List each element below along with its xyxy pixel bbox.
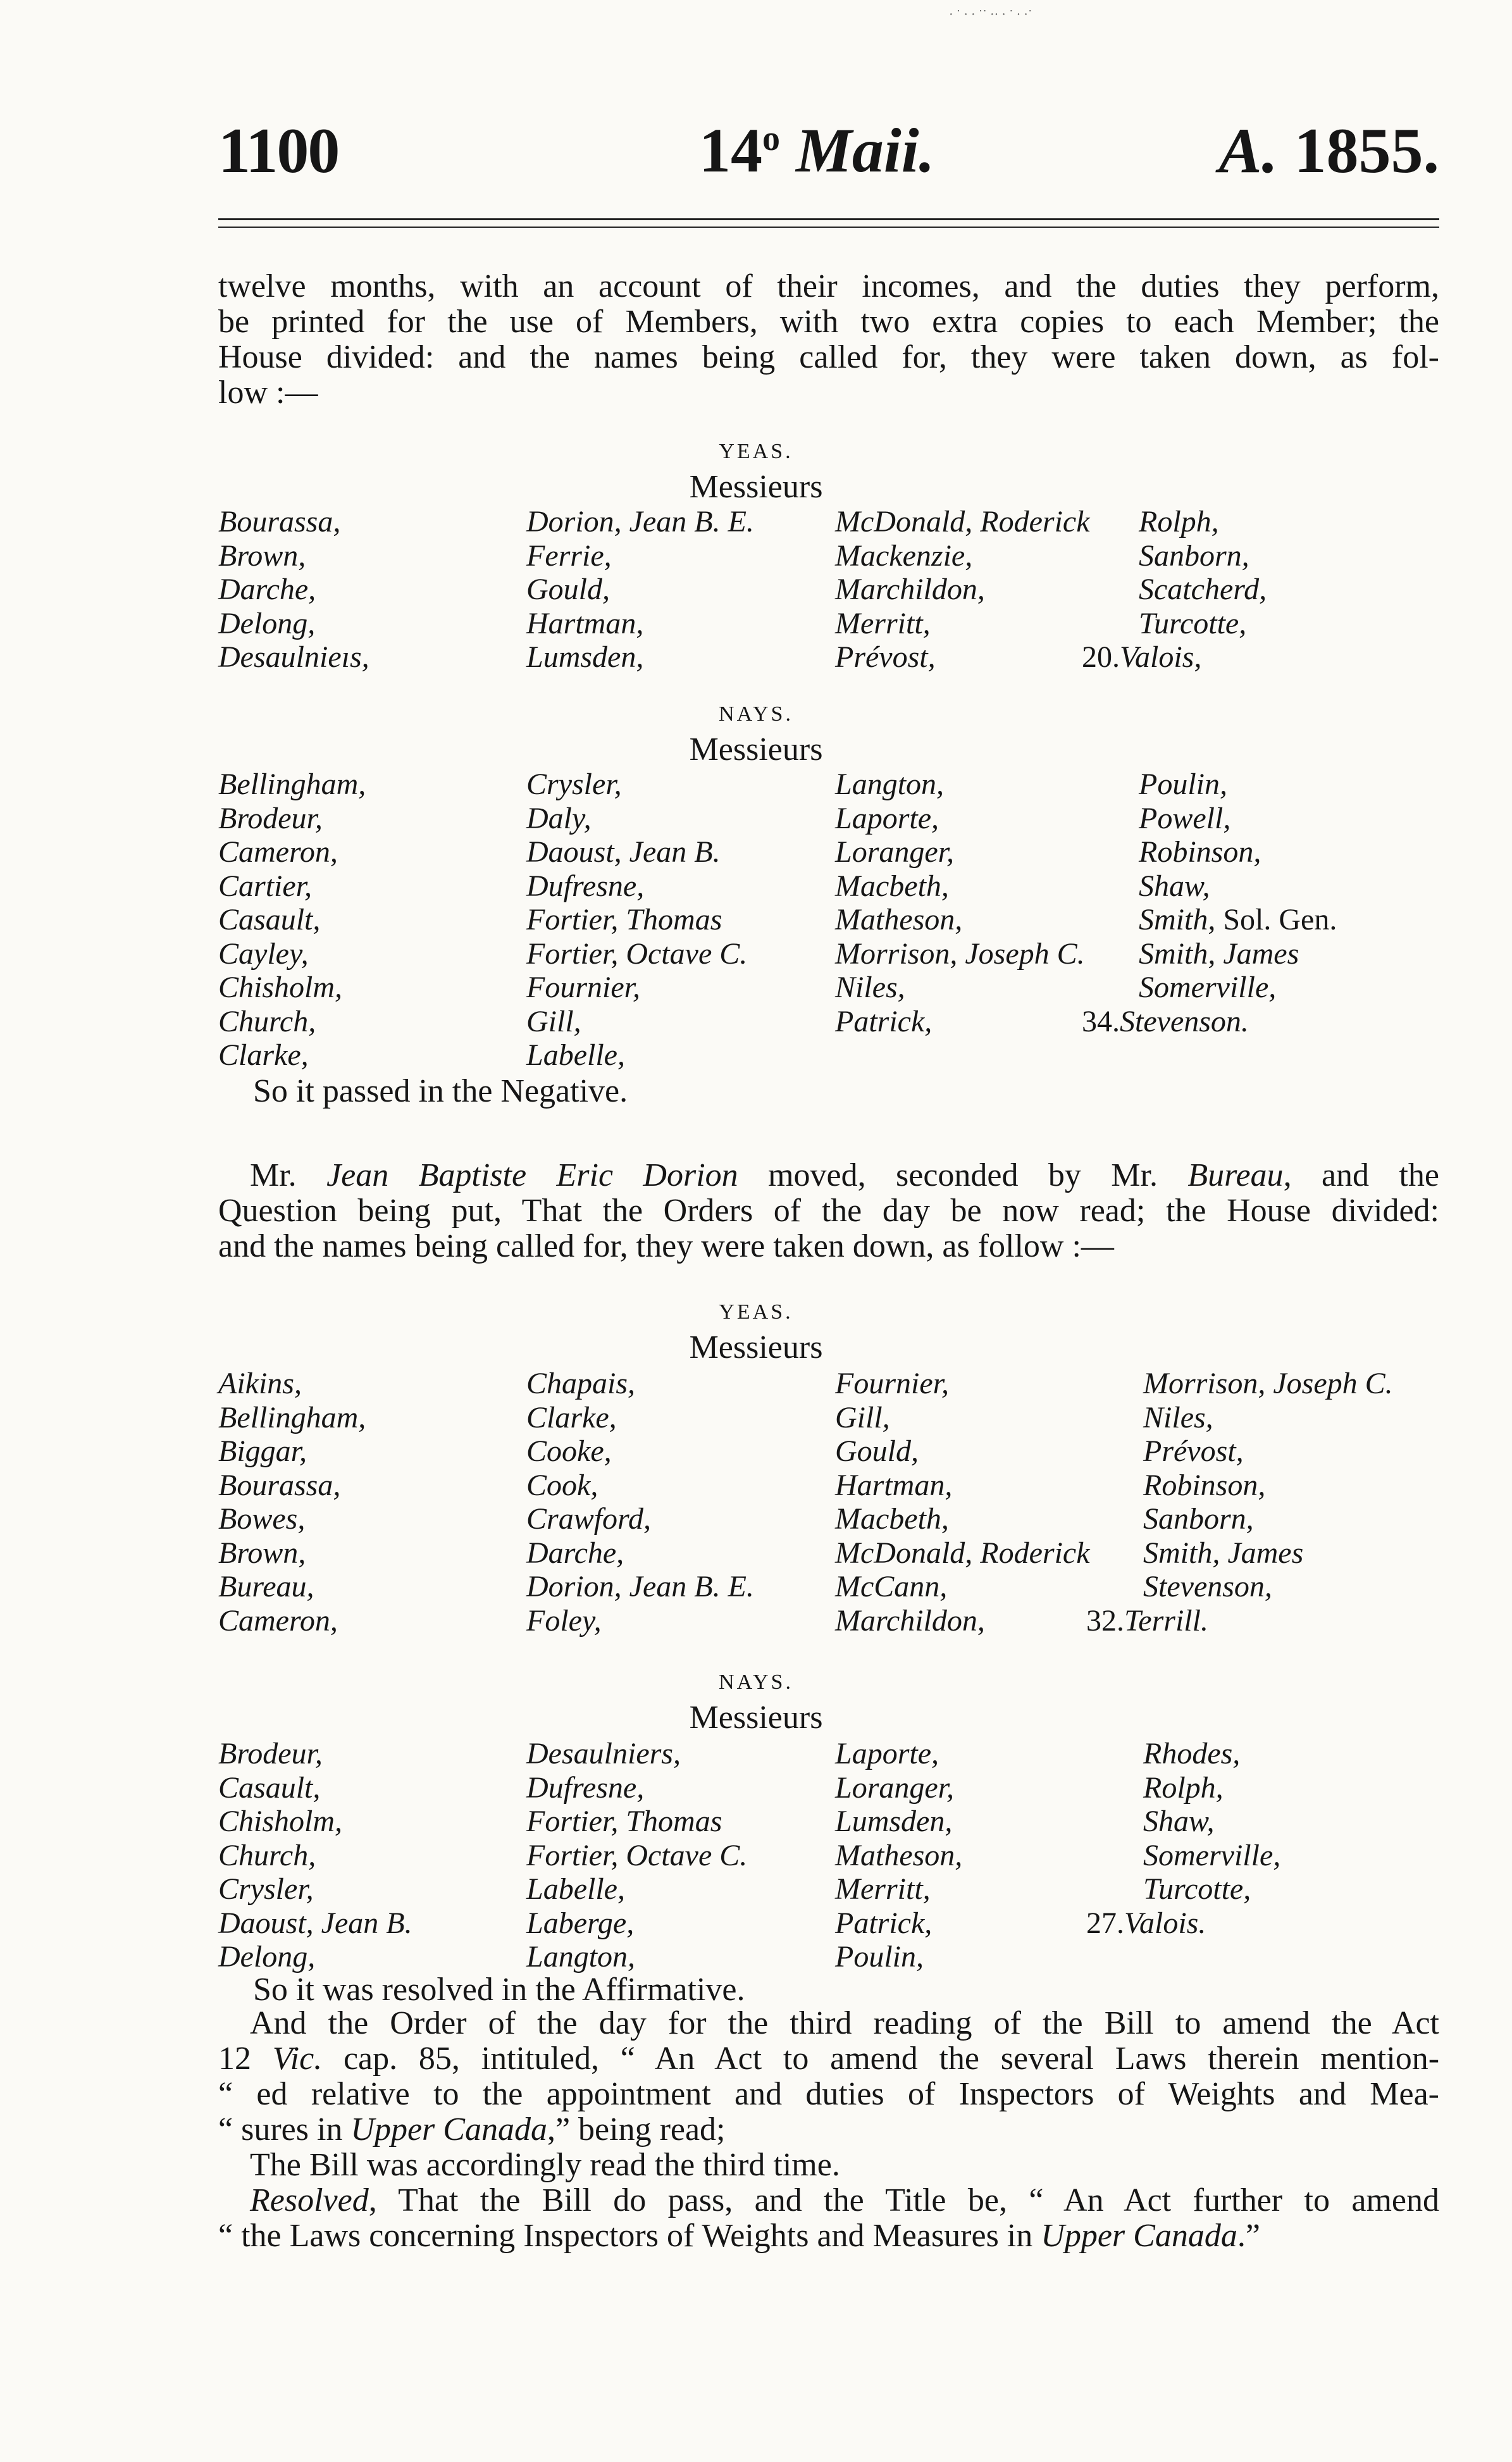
member-name — [526, 1038, 747, 1072]
member-name — [218, 640, 369, 675]
member-name — [526, 539, 754, 573]
member-name-text: Gill, — [835, 1400, 890, 1434]
member-name-text: Patrick, — [835, 1004, 933, 1038]
member-name-text: Cartier, — [218, 869, 313, 903]
member-name — [835, 802, 1085, 836]
member-name — [218, 802, 366, 836]
member-name-text: Robinson, — [1143, 1468, 1266, 1502]
text-line — [218, 2183, 1439, 2218]
member-name-text: Hartman, — [835, 1468, 953, 1502]
member-name-text: Langton, — [835, 768, 945, 801]
member-name — [1143, 1401, 1393, 1435]
member-name — [218, 1038, 366, 1072]
member-name-text: Chapais, — [526, 1367, 636, 1400]
member-name — [526, 1401, 754, 1435]
date-day: 14 — [699, 115, 762, 185]
member-name-text: Valois. — [1124, 1906, 1206, 1940]
member-name-text: Clarke, — [218, 1038, 309, 1072]
text-segment: Upper Canada — [350, 2111, 547, 2148]
member-name-text: Bellingham, — [218, 1400, 366, 1434]
member-name-text: Chisholm, — [218, 1805, 343, 1838]
intro-line: House divided: and the names being called for, they were taken down, as fol- — [218, 339, 1439, 375]
member-name-text: Matheson, — [835, 903, 963, 936]
text-segment: Upper Canada — [1041, 2218, 1237, 2254]
member-name-text: Cameron, — [218, 1603, 338, 1638]
member-name-text: Powell, — [1139, 801, 1231, 835]
member-name-text: Brodeur, — [218, 801, 323, 835]
date-sup: o — [762, 119, 780, 158]
member-name — [526, 802, 747, 836]
member-name — [526, 1570, 754, 1604]
member-name — [218, 835, 366, 869]
member-name-text: McDonald, Roderick — [835, 505, 1090, 538]
closing-paragraph — [218, 2006, 1439, 2254]
member-name — [835, 1737, 962, 1771]
member-name — [835, 1502, 1090, 1536]
text-segment: 12 — [218, 2041, 273, 2077]
member-name — [835, 1771, 962, 1805]
member-name — [835, 1906, 962, 1941]
member-name — [1139, 802, 1337, 836]
member-name — [835, 539, 1090, 573]
member-name — [835, 971, 1085, 1005]
member-name-text: Fortier, Octave C. — [526, 936, 748, 971]
member-name — [526, 903, 747, 937]
member-name-text: Bowes, — [218, 1502, 306, 1536]
member-name — [1139, 937, 1337, 971]
division1-result: So it passed in the Negative. — [253, 1073, 628, 1109]
member-name — [218, 768, 366, 802]
member-name-text: Macbeth, — [835, 869, 949, 903]
member-name — [218, 1940, 412, 1974]
member-name — [526, 1469, 754, 1503]
member-name-text: Fournier, — [835, 1367, 949, 1400]
member-name-text: Labelle, — [526, 1038, 625, 1072]
member-name — [1082, 1004, 1337, 1039]
division-count: 32. — [1086, 1603, 1124, 1638]
member-name-text: Brown, — [218, 538, 306, 573]
member-name-text: Rolph, — [1143, 1770, 1224, 1805]
member-name-text: Macbeth, — [835, 1502, 949, 1536]
member-name-text: Hartman, — [526, 606, 644, 640]
division2-nays-label: NAYS. — [719, 1670, 793, 1694]
member-name-text: Chisholm, — [218, 971, 343, 1004]
member-name — [1139, 835, 1337, 869]
member-name — [526, 1434, 754, 1469]
member-name — [218, 1906, 412, 1941]
member-name-text: Aikins, — [218, 1367, 302, 1400]
member-name — [526, 835, 747, 869]
member-name — [218, 903, 366, 937]
member-name — [526, 573, 754, 607]
member-name-text: Fortier, Thomas — [526, 903, 722, 936]
member-name-text: Desaulniers, — [526, 1737, 681, 1770]
text-line — [218, 2077, 1439, 2112]
member-name — [835, 937, 1085, 971]
member-name-text: Rhodes, — [1143, 1737, 1241, 1770]
member-name-text: Darche, — [526, 1536, 624, 1570]
member-name — [526, 1536, 754, 1570]
member-name — [526, 1805, 747, 1839]
member-name-text: Lumsden, — [526, 640, 644, 674]
member-name-text: Langton, — [526, 1940, 636, 1974]
member-name — [1143, 1367, 1393, 1401]
member-name-text: Cook, — [526, 1468, 598, 1502]
member-name — [526, 640, 754, 675]
member-name — [835, 1570, 1090, 1604]
member-name — [526, 937, 747, 971]
member-name-text: Rolph, — [1139, 505, 1219, 538]
text-segment: , and the — [1283, 1157, 1439, 1193]
member-name — [1143, 1570, 1393, 1604]
member-name — [835, 1940, 962, 1974]
member-name-text: Shaw, — [1139, 869, 1210, 903]
member-name-text: Church, — [218, 1838, 316, 1872]
member-name — [526, 505, 754, 539]
division2-yeas-label: YEAS. — [719, 1300, 793, 1324]
member-name-text: Delong, — [218, 606, 316, 640]
text-segment: cap. 85, intituled, “ An Act to amend the several Laws therein mention- — [322, 2041, 1440, 2077]
member-name — [526, 1502, 754, 1536]
member-name-text: Stevenson, — [1143, 1570, 1272, 1603]
member-name — [526, 1839, 747, 1873]
text-segment: Jean Baptiste Eric Dorion — [326, 1157, 738, 1193]
member-name — [835, 1005, 1085, 1039]
member-name — [218, 539, 369, 573]
member-name — [218, 505, 369, 539]
text-line — [218, 1229, 1439, 1264]
member-office: Sol. Gen. — [1215, 903, 1337, 936]
intro-line: be printed for the use of Members, with two extra copies to each Member; the — [218, 304, 1439, 340]
member-name-text: Prévost, — [1143, 1434, 1244, 1468]
header-rule-top — [218, 218, 1439, 220]
member-name-text: Cameron, — [218, 835, 338, 869]
text-line — [218, 1158, 1439, 1193]
member-name-text: Biggar, — [218, 1434, 307, 1468]
member-name-text: Niles, — [1143, 1400, 1213, 1434]
member-name — [218, 1839, 412, 1873]
member-name — [526, 1872, 747, 1906]
text-segment: “ ed relative to the appointment and duties of Inspectors of Weights and Mea- — [218, 2076, 1439, 2112]
member-name — [1086, 1603, 1393, 1638]
member-name-text: Crysler, — [218, 1872, 314, 1906]
member-name — [218, 937, 366, 971]
member-name — [1139, 573, 1267, 607]
member-name-text: Scatcherd, — [1139, 573, 1267, 606]
member-name — [1086, 1906, 1280, 1941]
member-name-text: Dufresne, — [526, 869, 645, 903]
member-name-text: Gould, — [526, 573, 610, 606]
member-name-text: Dorion, Jean B. E. — [526, 1570, 754, 1603]
member-name — [1143, 1771, 1280, 1805]
member-name — [1143, 1469, 1393, 1503]
member-name-text: Sanborn, — [1143, 1502, 1254, 1536]
member-name — [218, 1469, 366, 1503]
member-name — [526, 1737, 747, 1771]
member-name — [835, 1469, 1090, 1503]
text-segment: Bureau — [1187, 1157, 1284, 1193]
member-name — [218, 1570, 366, 1604]
member-name — [526, 1604, 754, 1638]
member-name — [218, 1771, 412, 1805]
member-name-text: Merritt, — [835, 1872, 931, 1906]
member-name — [1143, 1872, 1280, 1906]
member-name-text: Poulin, — [1139, 768, 1227, 801]
division-count: 34. — [1082, 1004, 1120, 1038]
member-name — [526, 1367, 754, 1401]
member-name — [835, 640, 1090, 675]
member-name-text: Valois, — [1120, 640, 1202, 674]
member-name-text: Morrison, Joseph C. — [1143, 1367, 1393, 1400]
member-name-text: Crysler, — [526, 768, 622, 801]
member-name-text: Ferrie, — [526, 538, 612, 573]
member-name — [218, 1401, 366, 1435]
member-name-text: Matheson, — [835, 1838, 963, 1872]
member-name — [1139, 539, 1267, 573]
member-name — [1143, 1502, 1393, 1536]
text-segment: The Bill was accordingly read the third time. — [250, 2147, 840, 2183]
member-name-text: Patrick, — [835, 1906, 933, 1940]
text-segment: .” — [1237, 2218, 1260, 2254]
member-name-text: Darche, — [218, 573, 316, 606]
member-name — [1139, 768, 1337, 802]
member-name-text: Smith, James — [1139, 936, 1299, 971]
member-name — [1139, 505, 1267, 539]
page-year — [1218, 114, 1439, 188]
member-name-text: Turcotte, — [1139, 606, 1247, 640]
member-name-text: Foley, — [526, 1603, 602, 1638]
motion2-paragraph — [218, 1158, 1439, 1264]
year-value: 1855. — [1294, 115, 1439, 187]
member-name — [1139, 971, 1337, 1005]
member-name — [218, 573, 369, 607]
member-name — [218, 1805, 412, 1839]
member-name-text: Casault, — [218, 903, 321, 936]
header-rule-bottom — [218, 227, 1439, 228]
text-segment: And the Order of the day for the third reading of the Bill to amend the Act — [250, 2005, 1439, 2041]
member-name-text: Somerville, — [1139, 971, 1277, 1004]
member-name — [218, 1604, 366, 1638]
member-name — [835, 1805, 962, 1839]
member-name-text: Daoust, Jean B. — [526, 835, 721, 869]
member-name — [218, 869, 366, 904]
scan-specks: · ˙ · · ˙˙ ·· · ˙ · ·˙ — [949, 8, 1032, 22]
text-segment: Mr. — [250, 1157, 327, 1193]
member-name — [526, 607, 754, 641]
member-name-text: Smith, James — [1143, 1536, 1304, 1570]
member-name — [1143, 1536, 1393, 1570]
member-name — [835, 1367, 1090, 1401]
member-name — [1143, 1805, 1280, 1839]
member-name-text: Robinson, — [1139, 835, 1261, 869]
division2-nays-messieurs: Messieurs — [689, 1700, 823, 1736]
member-name-text: Bureau, — [218, 1570, 314, 1603]
member-name — [1082, 640, 1267, 675]
member-name-text: Gill, — [526, 1004, 581, 1038]
member-name-text: Daly, — [526, 801, 592, 835]
member-name — [218, 1502, 366, 1536]
division2-yeas-messieurs: Messieurs — [689, 1329, 823, 1365]
member-name-text: Mackenzie, — [835, 538, 973, 573]
member-name-text: Terrill. — [1124, 1603, 1208, 1638]
member-name — [526, 1771, 747, 1805]
member-name-text: Shaw, — [1143, 1805, 1215, 1838]
member-name-text: Loranger, — [835, 1770, 955, 1805]
member-name-text: Somerville, — [1143, 1838, 1281, 1872]
member-name — [218, 1005, 366, 1039]
page-header — [218, 114, 1439, 190]
member-name-text: Gould, — [835, 1434, 919, 1468]
text-segment: Vic. — [272, 2041, 323, 2077]
member-name-text: Labelle, — [526, 1872, 625, 1906]
member-name-text: Marchildon, — [835, 573, 985, 606]
text-line — [218, 2218, 1439, 2254]
member-name — [1139, 903, 1337, 937]
member-name — [526, 869, 747, 904]
member-name — [835, 835, 1085, 869]
member-name — [526, 1940, 747, 1974]
member-name-text: Dufresne, — [526, 1770, 645, 1805]
text-segment: , That the Bill do pass, and the Title be, “ An Act further to amend — [368, 2182, 1439, 2218]
member-name — [835, 903, 1085, 937]
text-line — [218, 2041, 1439, 2077]
intro-line: twelve months, with an account of their incomes, and the duties they perform, — [218, 268, 1439, 304]
member-name-text: Casault, — [218, 1770, 321, 1805]
member-name — [1143, 1839, 1280, 1873]
member-name-text: Poulin, — [835, 1940, 924, 1974]
member-name — [1143, 1434, 1393, 1469]
member-name-text: Brodeur, — [218, 1737, 323, 1770]
member-name — [835, 1434, 1090, 1469]
division1-nays-messieurs: Messieurs — [689, 731, 823, 768]
intro-paragraph — [218, 269, 1439, 411]
member-name-text: Brown, — [218, 1536, 306, 1570]
member-name-text: Bourassa, — [218, 505, 341, 538]
member-name-text: Fournier, — [526, 971, 640, 1004]
text-segment: “ the Laws concerning Inspectors of Weights and Measures in — [218, 2218, 1041, 2254]
member-name — [835, 1401, 1090, 1435]
member-name-text: Crawford, — [526, 1502, 651, 1536]
member-name — [835, 573, 1090, 607]
member-name — [526, 768, 747, 802]
division1-nays-label: NAYS. — [719, 702, 793, 726]
member-name-text: Turcotte, — [1143, 1872, 1251, 1906]
page-number: 1100 — [218, 115, 339, 187]
member-name — [218, 1872, 412, 1906]
intro-line: low :— — [218, 375, 318, 411]
member-name — [218, 607, 369, 641]
member-name — [1139, 869, 1337, 904]
text-segment: ,” being read; — [547, 2111, 726, 2148]
member-name — [526, 1005, 747, 1039]
member-name-text: Cooke, — [526, 1434, 612, 1468]
member-name — [526, 971, 747, 1005]
text-line — [218, 2112, 1439, 2148]
member-name-text: McCann, — [835, 1570, 948, 1603]
member-name-text: Clarke, — [526, 1400, 617, 1434]
text-segment: “ sures in — [218, 2111, 351, 2148]
member-name-text: Fortier, Thomas — [526, 1805, 722, 1838]
text-segment: Question being put, That the Orders of the day be now read; the House divided: — [218, 1193, 1439, 1229]
member-name — [835, 1604, 1090, 1638]
member-name-text: Daoust, Jean B. — [218, 1906, 412, 1940]
member-name — [835, 768, 1085, 802]
member-name — [218, 971, 366, 1005]
member-name-text: Loranger, — [835, 835, 955, 869]
page-date — [699, 114, 934, 187]
member-name-text: Prévost, — [835, 640, 936, 674]
member-name — [835, 869, 1085, 904]
division1-yeas-messieurs: Messieurs — [689, 469, 823, 505]
member-name-text: Bellingham, — [218, 768, 366, 801]
member-name — [218, 1536, 366, 1570]
member-name — [835, 1536, 1090, 1570]
member-name-text: Church, — [218, 1004, 316, 1038]
member-name — [835, 1872, 962, 1906]
division1-yeas-label: YEAS. — [719, 440, 793, 463]
year-prefix: A. — [1218, 115, 1278, 187]
member-name-text: Laberge, — [526, 1906, 635, 1940]
text-segment: and the names being called for, they were taken down, as follow :— — [218, 1228, 1114, 1264]
member-name-text: Stevenson. — [1120, 1004, 1249, 1038]
member-name-text: Delong, — [218, 1940, 316, 1974]
member-name-text: Merritt, — [835, 606, 931, 640]
member-name — [1143, 1737, 1280, 1771]
member-name — [1139, 607, 1267, 641]
member-name-text: Smith, — [1139, 903, 1216, 936]
member-name — [218, 1434, 366, 1469]
member-name — [835, 607, 1090, 641]
member-name-text: Dorion, Jean B. E. — [526, 505, 754, 538]
division-count: 27. — [1086, 1906, 1124, 1940]
member-name-text: Laporte, — [835, 801, 939, 835]
member-name — [835, 505, 1090, 539]
member-name — [218, 1737, 412, 1771]
date-month: Maii. — [796, 115, 935, 185]
member-name-text: Bourassa, — [218, 1468, 341, 1502]
division2-result: So it was resolved in the Affirmative. — [253, 1972, 745, 2008]
member-name-text: Niles, — [835, 971, 905, 1004]
member-name-text: Cayley, — [218, 936, 309, 971]
member-name-text: Lumsden, — [835, 1805, 953, 1838]
member-name-text: Morrison, Joseph C. — [835, 936, 1085, 971]
member-name — [218, 1367, 366, 1401]
member-name — [526, 1906, 747, 1941]
member-name-text: Laporte, — [835, 1737, 939, 1770]
text-line — [218, 2148, 1439, 2183]
member-name-text: Fortier, Octave C. — [526, 1838, 748, 1872]
text-segment: moved, seconded by Mr. — [738, 1157, 1188, 1193]
text-line — [218, 2006, 1439, 2041]
text-line — [218, 1193, 1439, 1229]
member-name-text: McDonald, Roderick — [835, 1536, 1090, 1570]
member-name-text: Sanborn, — [1139, 538, 1249, 573]
member-name-text: Marchildon, — [835, 1603, 985, 1638]
division-count: 20. — [1082, 640, 1120, 674]
member-name-text: Desaulnieıs, — [218, 640, 369, 674]
text-segment: Resolved — [250, 2182, 369, 2218]
member-name — [835, 1839, 962, 1873]
